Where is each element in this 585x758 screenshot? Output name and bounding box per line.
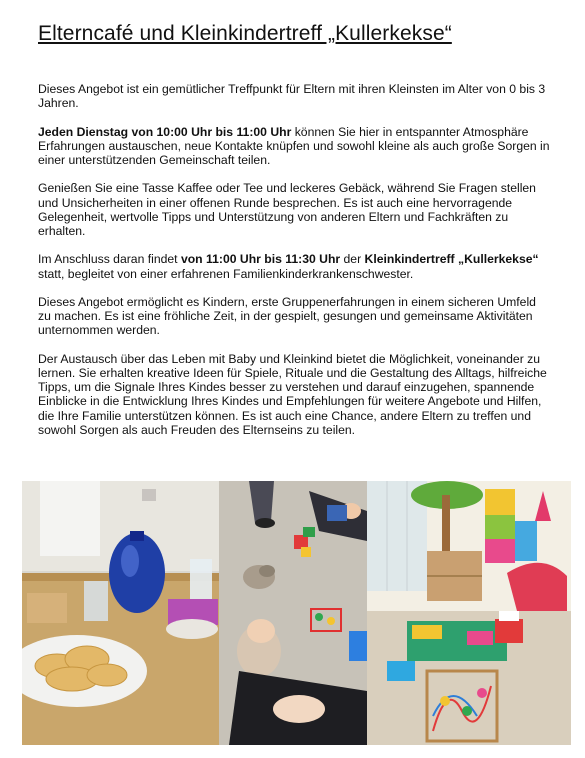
paragraph-intro: Dieses Angebot ist ein gemütlicher Treffpunkt für Eltern mit ihren Kleinsten im Alter von 0 bis 3 Jahren. xyxy=(38,82,546,111)
kk-text-a: Im Anschluss daran findet xyxy=(38,252,181,267)
kk-name-bold: Kleinkindertreff „Kullerkekse“ xyxy=(364,252,539,267)
page-title: Elterncafé und Kleinkindertreff „Kullerkekse“ xyxy=(38,22,452,45)
kk-text-b: der xyxy=(340,252,365,267)
body-text xyxy=(38,82,550,451)
playroom-photo xyxy=(367,481,571,745)
schedule-time-bold: Jeden Dienstag von 10:00 Uhr bis 11:00 Uhr xyxy=(38,124,292,139)
cafe-table-photo xyxy=(22,481,219,745)
children-playing-photo xyxy=(219,481,367,745)
photo-strip xyxy=(22,481,571,745)
paragraph-kullerkekse xyxy=(38,252,550,280)
paragraph-group-experience: Dieses Angebot ermöglicht es Kindern, erste Gruppenerfahrungen in einem sicheren Umfeld zu machen. Es ist eine fröhliche Zeit, in der gespielt, gesungen und gemeinsame Aktivitäten unternommen werden. xyxy=(38,294,536,338)
paragraph-schedule xyxy=(38,125,550,168)
paragraph-coffee: Genießen Sie eine Tasse Kaffee oder Tee und leckeres Gebäck, während Sie Fragen stellen und Unsicherheiten in einer offenen Runde besprechen. Es ist auch eine hervorragende Gelegenheit, wertvolle Tipps und Unterstützung von anderen Eltern und Fachkräften zu erhalten. xyxy=(38,181,536,238)
schedule-text: können Sie hier in entspannter Atmosphäre Erfahrungen austauschen, neue Kontakte knüpfen und sowohl kleine als auch große Sorgen in einer unterstützenden Gemeinschaft teilen. xyxy=(38,124,550,167)
paragraph-exchange: Der Austausch über das Leben mit Baby und Kleinkind bietet die Möglichkeit, voneinander zu lernen. Sie erhalten kreative Ideen für Spiele, Rituale und die Gestaltung des Alltags, hilfreiche Tipps, um die Signale Ihres Kindes besser zu verstehen und darauf einzugehen, spannende Einblicke in die Entwicklung Ihres Kindes und Empfehlungen für weitere Angebote und Hilfen, die Ihre Familie unterstützen können. Es ist auch eine Chance, andere Eltern zu treffen und sowohl Sorgen als auch Freuden des Elternseins zu teilen. xyxy=(38,351,547,437)
kk-time-bold: von 11:00 Uhr bis 11:30 Uhr xyxy=(180,252,341,267)
kk-text-c: statt, begleitet von einer erfahrenen Familienkinderkrankenschwester. xyxy=(38,266,414,281)
